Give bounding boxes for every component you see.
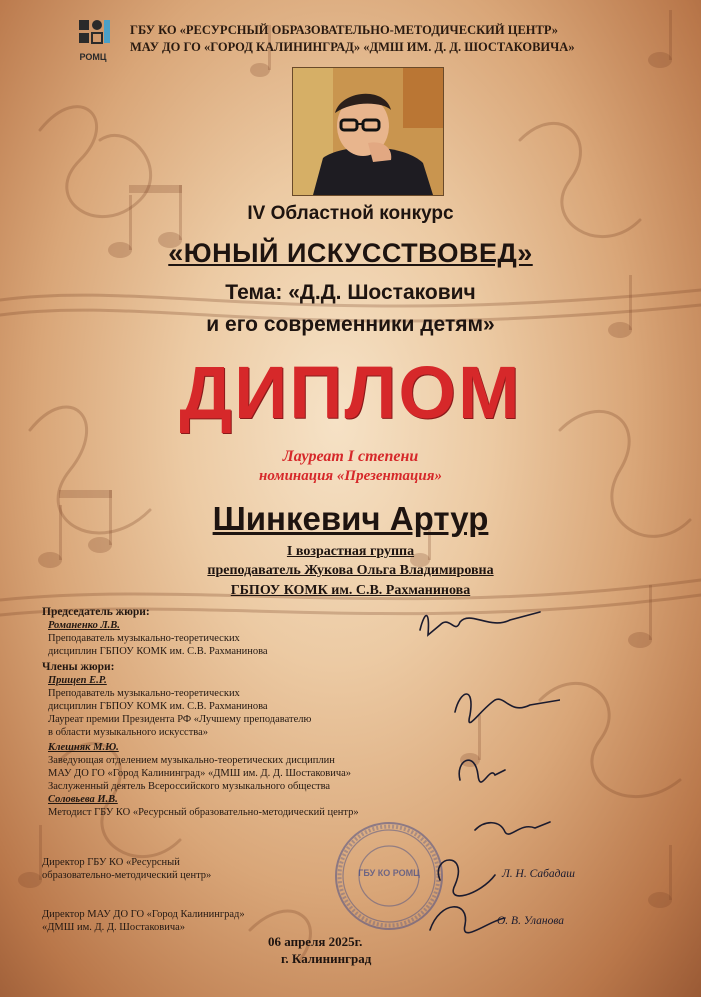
director1-name: Л. Н. Сабадаш: [502, 868, 575, 880]
jury-member2-name: Клешняк М.Ю.: [48, 742, 119, 753]
director2-line1: Директор МАУ ДО ГО «Город Калининград»: [42, 909, 245, 920]
stamp-text: ГБУ КО РОМЦ: [358, 868, 420, 878]
contest-theme-line2: и его современники детям»: [206, 313, 495, 336]
director1-line2: образовательно-методический центр»: [42, 870, 212, 881]
jury-member1-desc2: дисциплин ГБПОУ КОМК им. С.В. Рахманинова: [48, 701, 268, 712]
diploma-title: ДИПЛОМ: [179, 351, 522, 434]
portrait-image: [292, 67, 444, 196]
jury-chair-name: Романенко Л.В.: [48, 620, 120, 631]
issue-city: г. Калининград: [281, 951, 372, 966]
jury-member1-desc4: в области музыкального искусства»: [48, 727, 209, 738]
award-degree: Лауреат I степени: [282, 448, 419, 465]
contest-edition: IV Областной конкурс: [247, 203, 454, 224]
header-org-line1: ГБУ КО «РЕСУРСНЫЙ ОБРАЗОВАТЕЛЬНО-МЕТОДИЧЕСКИЙ ЦЕНТР»: [130, 23, 559, 37]
jury-member2-desc3: Заслуженный деятель Всероссийского музыкального общества: [48, 781, 331, 792]
contest-theme-line1: Тема: «Д.Д. Шостакович: [225, 281, 476, 304]
jury-member1-name: Прищеп Е.Р.: [48, 675, 107, 686]
jury-member1-desc3: Лауреат премии Президента РФ «Лучшему преподавателю: [48, 714, 312, 725]
signature-member1: [455, 694, 560, 723]
jury-members-heading: Члены жюри:: [42, 661, 115, 673]
contest-name: [0, 238, 701, 269]
jury-member3-desc1: Методист ГБУ КО «Ресурсный образовательно-методический центр»: [48, 807, 359, 818]
director1-line1: Директор ГБУ КО «Ресурсный: [42, 857, 180, 868]
logo-caption: РОМЦ: [79, 52, 107, 62]
recipient-teacher: [0, 563, 701, 579]
signature-director2: [430, 907, 505, 933]
logo-icon: [73, 17, 113, 47]
romc-logo: [73, 17, 113, 61]
institution-text: ГБПОУ КОМК им. С.В. Рахманинова: [230, 583, 471, 598]
jury-member3-name: Соловьева И.В.: [48, 794, 118, 805]
jury-chair-desc2: дисциплин ГБПОУ КОМК им. С.В. Рахманинова: [48, 646, 268, 657]
jury-chair-desc1: Преподаватель музыкально-теоретических: [48, 633, 240, 644]
age-group-text: I возрастная группа: [286, 544, 415, 559]
recipient-name-text: Шинкевич Артур: [212, 500, 489, 537]
contest-name-text: «ЮНЫЙ ИСКУССТВОВЕД»: [168, 238, 533, 268]
signature-chair: [420, 612, 540, 635]
recipient-name: [0, 500, 701, 538]
director2-block: [42, 908, 362, 934]
director1-block: [42, 856, 342, 882]
signatures: [400, 600, 560, 940]
jury-member2-desc1: Заведующая отделением музыкально-теоретических дисциплин: [48, 755, 335, 766]
director2-name: О. В. Уланова: [497, 915, 565, 927]
header-org-line2: МАУ ДО ГО «ГОРОД КАЛИНИНГРАД» «ДМШ ИМ. Д. Д. ШОСТАКОВИЧА»: [130, 40, 575, 54]
award-nomination: номинация «Презентация»: [259, 468, 442, 484]
jury-member2-desc2: МАУ ДО ГО «Город Калининград» «ДМШ им. Д. Д. Шостаковича»: [48, 768, 352, 779]
signature-member3: [475, 822, 550, 834]
signature-member2: [459, 760, 505, 782]
recipient-institution: [0, 583, 701, 599]
issue-date: 06 апреля 2025г.: [268, 934, 363, 949]
recipient-age-group: [0, 544, 701, 560]
director2-line2: «ДМШ им. Д. Д. Шостаковича»: [42, 922, 186, 933]
jury-chair-heading: Председатель жюри:: [42, 606, 150, 618]
portrait-drawing: [293, 68, 443, 195]
signature-director1: [438, 860, 495, 896]
jury-member1-desc1: Преподаватель музыкально-теоретических: [48, 688, 240, 699]
teacher-text: преподаватель Жукова Ольга Владимировна: [207, 563, 494, 578]
